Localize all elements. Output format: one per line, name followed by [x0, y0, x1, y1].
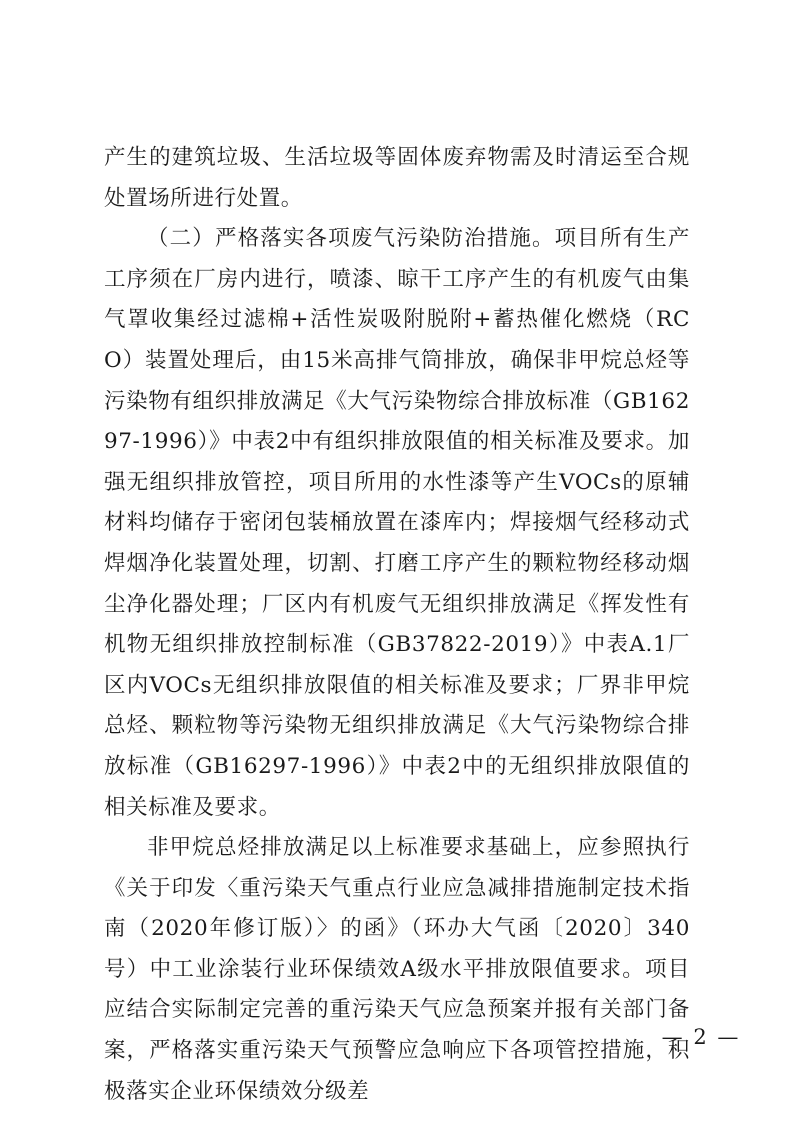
paragraph-continuation: 产生的建筑垃圾、生活垃圾等固体废弃物需及时清运至合规处置场所进行处置。 [104, 145, 690, 211]
paragraph-air-pollution-measures: （二）严格落实各项废气污染防治措施。项目所有生产工序须在厂房内进行，喷漆、晾干工序产生的有机废气由集气罩收集经过滤棉+活性炭吸附脱附+蓄热催化燃烧（RCO）装置处理后，由15米高排气筒排放，确保非甲烷总烃等污染物有组织排放满足《大气污染物综合排放标准（GB16297-1996）》中表2中有组织排放限值的相关标准及要求。加强无组织排放管控，项目所用的水性漆等产生VOCs的原辅材料均储存于密闭包装桶放置在漆库内；焊接烟气经移动式焊烟净化装置处理，切割、打磨工序产生的颗粒物经移动烟尘净化器处理；厂区内有机废气无组织排放满足《挥发性有机物无组织排放控制标准（GB37822-2019）》中表A.1厂区内VOCs无组织排放限值的相关标准及要求；厂界非甲烷总烃、颗粒物等污染物无组织排放满足《大气污染物综合排放标准（GB16297-1996）》中表2中的无组织排放限值的相关标准及要求。 [104, 226, 690, 820]
paragraph-nmhc-requirements: 非甲烷总烃排放满足以上标准要求基础上，应参照执行《关于印发〈重污染天气重点行业应急减排措施制定技术指南（2020年修订版）〉的函》（环办大气函〔2020〕340号）中工业涂装行业环保绩效A级水平排放限值要求。项目应结合实际制定完善的重污染天气应急预案并报有关部门备案，严格落实重污染天气预警应急响应下各项管控措施，积极落实企业环保绩效分级差 [104, 835, 690, 1104]
document-body [104, 138, 690, 1112]
page-number: — 2 — [661, 1025, 741, 1049]
